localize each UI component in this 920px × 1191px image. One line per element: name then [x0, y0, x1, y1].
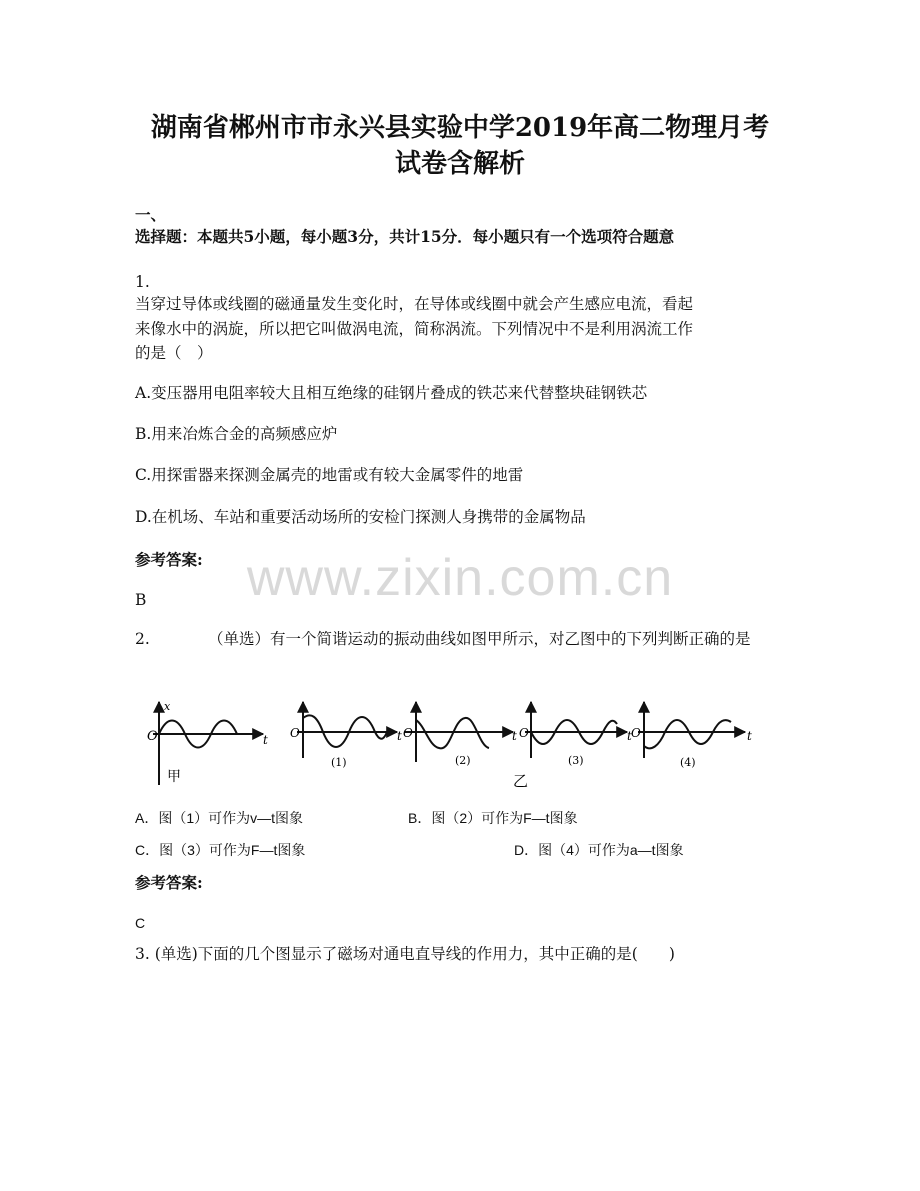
q2-figure [135, 690, 765, 800]
watermark: www.zixin.com.cn [246, 549, 674, 607]
q2-option-b: B．图（2）可作为F—t图象 [408, 810, 578, 826]
origin-label: O [290, 726, 300, 740]
q2-option-a: A．图（1）可作为v—t图象 [135, 810, 304, 826]
sub-label-3: (3) [568, 754, 584, 767]
t-axis-label: t [747, 729, 752, 743]
caption-jia: 甲 [167, 769, 181, 785]
origin-label: O [631, 726, 641, 740]
x-axis-label: x [164, 700, 171, 713]
q1-option-d: D.在机场、车站和重要活动场所的安检门探测人身携带的金属物品 [135, 508, 586, 526]
q1-option-c: C.用探雷器来探测金属壳的地雷或有较大金属零件的地雷 [135, 466, 524, 484]
q3-stem: 3. (单选)下面的几个图显示了磁场对通电直导线的作用力，其中正确的是( ) [135, 945, 675, 963]
section-number: 一、 [135, 205, 167, 224]
t-axis-label: t [263, 733, 268, 747]
sub-label-4: (4) [680, 756, 696, 769]
title-line-1: 湖南省郴州市市永兴县实验中学2019年高二物理月考 [150, 113, 770, 143]
q1-option-b: B.用来冶炼合金的高频感应炉 [135, 425, 338, 443]
q1-stem-line-1: 当穿过导体或线圈的磁通量发生变化时，在导体或线圈中就会产生感应电流，看起 [135, 295, 694, 313]
section-description: 选择题：本题共5小题，每小题3分，共计15分．每小题只有一个选项符合题意 [135, 227, 675, 246]
origin-label: O [519, 726, 529, 740]
origin-label: O [147, 729, 158, 744]
q1-option-a: A.变压器用电阻率较大且相互绝缘的硅钢片叠成的铁芯来代替整块硅钢铁芯 [135, 384, 648, 402]
graph-4 [631, 702, 752, 769]
t-axis-label: t [512, 729, 517, 743]
origin-label: O [403, 726, 413, 740]
graph-jia [147, 700, 268, 785]
q1-number: 1. [135, 273, 150, 291]
q1-stem-line-3: 的是（ ） [135, 344, 213, 362]
q1-stem-line-2: 来像水中的涡旋，所以把它叫做涡电流，简称涡流。下列情况中不是利用涡流工作 [135, 320, 694, 338]
title-line-2: 试卷含解析 [394, 149, 525, 179]
sub-label-2: (2) [455, 754, 471, 767]
sub-label-1: (1) [331, 756, 347, 769]
q2-answer-label: 参考答案: [135, 873, 203, 892]
q1-answer-label: 参考答案: [135, 550, 203, 569]
caption-yi: 乙 [513, 772, 529, 790]
t-axis-label: t [627, 729, 632, 743]
q2-answer: C [135, 915, 146, 931]
graph-2 [403, 702, 517, 767]
q2-option-d: D．图（4）可作为a—t图象 [514, 842, 684, 858]
q2-stem: （单选）有一个简谐运动的振动曲线如图甲所示，对乙图中的下列判断正确的是 [208, 630, 751, 648]
q2-option-c: C．图（3）可作为F—t图象 [135, 842, 306, 858]
graph-1 [290, 702, 402, 769]
t-axis-label: t [397, 729, 402, 743]
graph-3 [519, 702, 632, 767]
q1-answer: B [135, 591, 147, 609]
q2-number: 2. [135, 630, 150, 648]
